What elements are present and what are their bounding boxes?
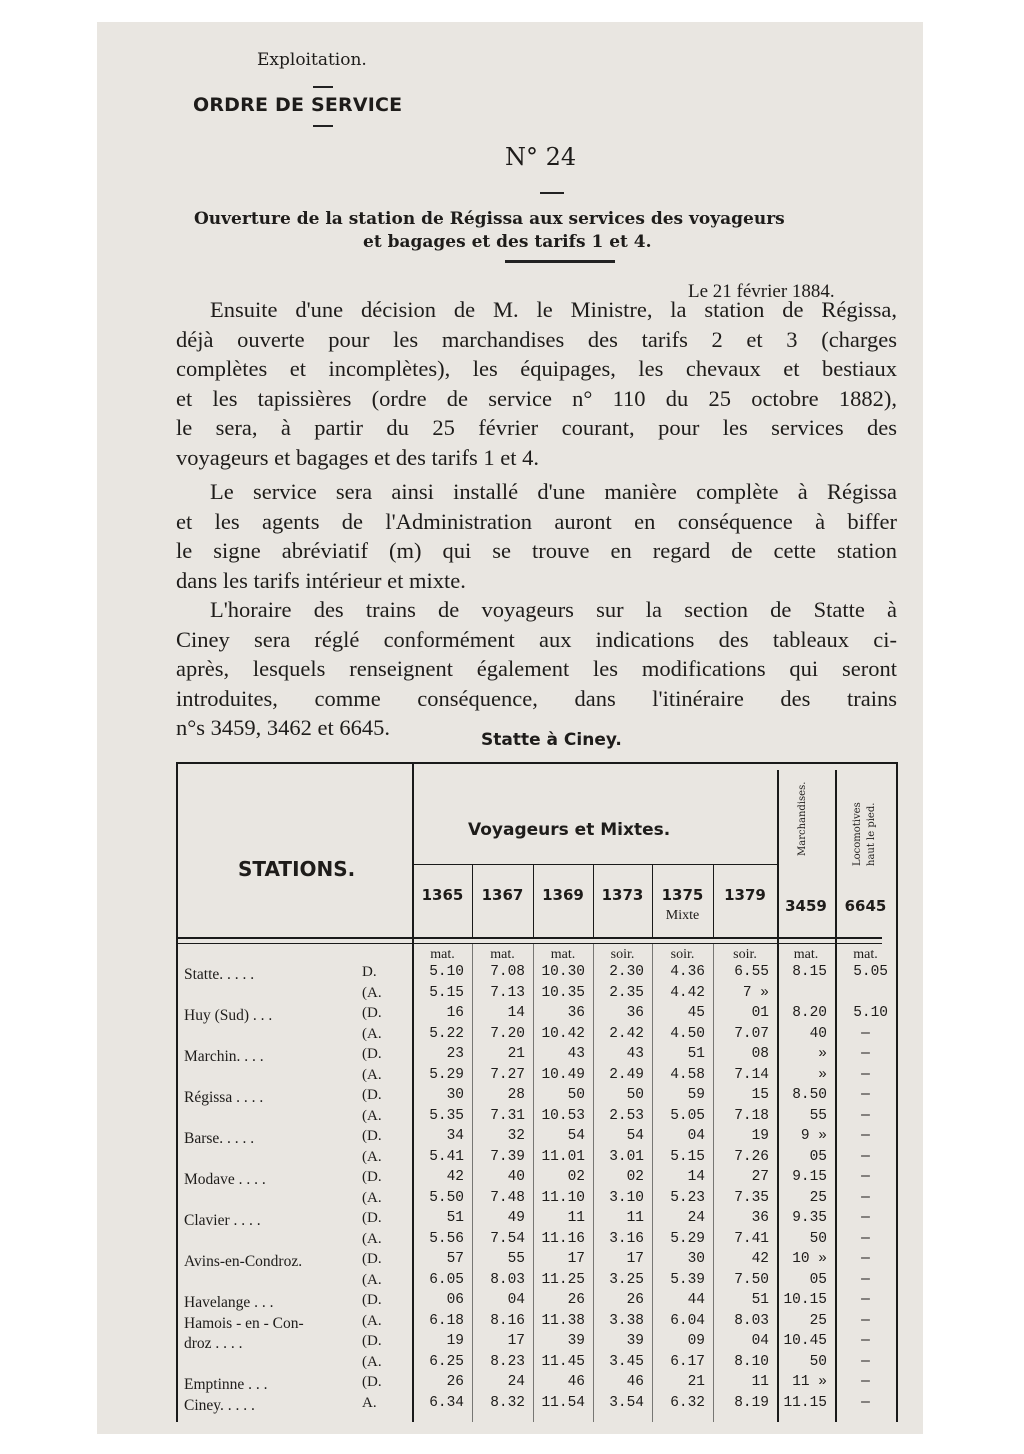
time-cell: 02 [567,1169,585,1185]
period-label: mat. [793,947,819,962]
period-label: mat. [490,947,515,962]
time-cell: 10.42 [541,1025,585,1042]
time-cell: 11.10 [541,1189,585,1206]
time-cell: 04 [507,1292,525,1308]
time-cell: — [861,1046,870,1062]
station-name: Havelange . . . [184,1294,274,1311]
time-cell: 7.35 [734,1189,769,1206]
time-cell: 5.22 [429,1025,464,1042]
time-cell: 11.25 [541,1271,585,1288]
train-number-1375: 1375 [661,886,704,904]
time-cell: 2.35 [609,984,644,1001]
time-cell: 51 [687,1046,705,1062]
time-cell: 11.38 [541,1312,585,1329]
arrival-departure-marker: (A. [362,1148,382,1165]
train-number-1373: 1373 [601,886,644,904]
time-cell: 7.18 [734,1107,769,1124]
arrival-departure-marker: (A. [362,1107,382,1124]
time-cell: 6.32 [670,1394,705,1411]
time-cell: 42 [446,1169,464,1185]
station-name: Régissa . . . . [184,1089,264,1106]
time-cell: 36 [751,1210,769,1226]
time-cell: 50 [809,1353,827,1370]
train-number-1365: 1365 [421,886,464,904]
time-cell: 23 [446,1046,464,1062]
time-cell: 6.25 [429,1353,464,1370]
time-cell: 5.29 [429,1066,464,1083]
time-cell: — [861,1148,870,1165]
time-cell: 39 [567,1333,585,1349]
time-cell: 6.18 [429,1312,464,1329]
time-cell: 05 [809,1148,827,1165]
department-label: Exploitation. [257,50,367,70]
train-number-3459: 3459 [785,897,827,915]
time-cell: — [861,1292,870,1308]
time-cell: 19 [446,1333,464,1349]
time-cell: 17 [626,1251,644,1267]
time-cell: » [818,1066,827,1083]
time-cell: 54 [626,1128,644,1144]
period-label: soir. [670,947,695,962]
time-cell: 5.10 [853,1005,888,1021]
order-type-heading: ORDRE DE SERVICE [193,94,403,116]
header-bottom-border-2 [176,943,882,944]
time-cell: 10 » [792,1251,827,1267]
time-cell: 7.48 [490,1189,525,1206]
voyageurs-header: Voyageurs et Mixtes. [468,820,671,840]
station-name: Clavier . . . . [184,1212,261,1229]
time-cell: 19 [751,1128,769,1144]
number-rule [540,192,564,194]
time-cell: 32 [507,1128,525,1144]
time-cell: 7.14 [734,1066,769,1083]
time-cell: — [861,1169,870,1185]
body-line: Le service sera ainsi installé d'une manière complète à Régissa [210,479,897,504]
time-cell: 7.26 [734,1148,769,1165]
body-line: dans les tarifs intérieur et mixte. [176,567,466,593]
time-cell: 7.13 [490,984,525,1001]
arrival-departure-marker: (D. [362,1251,382,1267]
time-cell: 28 [507,1087,525,1103]
time-cell: 7.27 [490,1066,525,1083]
stations-header: STATIONS. [238,857,356,881]
time-cell: 6.05 [429,1271,464,1288]
time-cell: 2.42 [609,1025,644,1042]
time-cell: 10.35 [541,984,585,1001]
time-cell: 51 [751,1292,769,1308]
body-line: Ensuite d'une décision de M. le Ministre, la station de Régissa, [210,297,897,322]
time-cell: 16 [446,1005,464,1021]
locomotives-header-line2: haut le pied. [866,802,877,866]
time-cell: 01 [751,1005,769,1021]
time-cell: 21 [687,1374,705,1390]
period-label: soir. [610,947,635,962]
station-name: Statte. . . . . [184,966,255,983]
time-cell: — [861,1210,870,1226]
header-rule-bottom [313,125,333,127]
time-cell: 5.35 [429,1107,464,1124]
time-cell: 5.23 [670,1189,705,1206]
time-cell: 11.45 [541,1353,585,1370]
period-label: mat. [550,947,576,962]
body-line: L'horaire des trains de voyageurs sur la section de Statte à [210,597,897,622]
time-cell: 8.03 [734,1312,769,1329]
time-cell: 44 [687,1292,705,1308]
time-cell: 6.04 [670,1312,705,1329]
time-cell: 15 [751,1087,769,1103]
arrival-departure-marker: (D. [362,1087,382,1103]
time-cell: — [861,1271,870,1288]
time-cell: 5.05 [670,1107,705,1124]
time-cell: — [861,1251,870,1267]
arrival-departure-marker: (A. [362,984,382,1001]
time-cell: 7.41 [734,1230,769,1247]
period-label: soir. [733,947,757,962]
time-cell: 10.49 [541,1066,585,1083]
station-name: Marchin. . . . [184,1048,264,1065]
time-cell: 7.50 [734,1271,769,1288]
time-cell: 9 » [800,1128,827,1144]
time-cell: 7.39 [490,1148,525,1165]
time-cell: 45 [687,1005,705,1021]
time-cell: 3.38 [609,1312,644,1329]
time-cell: 5.29 [670,1230,705,1247]
body-line: déjà ouverte pour les marchandises des tarifs 2 et 3 (charges [176,326,897,352]
arrival-departure-marker: (A. [362,1230,382,1247]
body-line: le sera, à partir du 25 février courant, pour les services des [176,415,897,440]
time-cell: 9.15 [792,1169,827,1185]
time-cell: 11.16 [541,1230,585,1247]
arrival-departure-marker: A. [362,1394,377,1411]
station-name: Barse. . . . . [184,1130,255,1147]
time-cell: 43 [626,1046,644,1062]
time-cell: 8.20 [792,1005,827,1021]
train-number-6645: 6645 [844,897,887,915]
timetable [176,762,898,1422]
time-cell: 7.54 [490,1230,525,1247]
time-cell: 40 [809,1025,827,1042]
body-line: introduites, comme conséquence, dans l'itinéraire des trains [176,685,897,711]
time-cell: 7.31 [490,1107,525,1124]
time-cell: 43 [567,1046,585,1062]
time-cell: 10.30 [541,964,585,980]
time-cell: 8.10 [734,1353,769,1370]
time-cell: 7 » [742,984,769,1001]
arrival-departure-marker: (D. [362,1128,382,1144]
arrival-departure-marker: (A. [362,1312,382,1329]
time-cell: 4.36 [670,964,705,980]
arrival-departure-marker: (D. [362,1169,382,1185]
time-cell: 08 [751,1046,769,1062]
time-cell: 3.01 [609,1148,644,1165]
time-cell: 55 [809,1107,827,1124]
time-cell: 3.45 [609,1353,644,1370]
time-cell: 25 [809,1312,827,1329]
time-cell: 14 [507,1005,525,1021]
time-cell: 8.50 [792,1087,827,1103]
time-cell: 11 [567,1210,585,1226]
time-cell: 6.55 [734,964,769,980]
time-cell: 50 [567,1087,585,1103]
table-left-border [176,762,178,1422]
period-label: mat. [430,947,455,962]
arrival-departure-marker: (A. [362,1271,382,1288]
time-cell: 10.45 [783,1333,827,1349]
time-cell: 11.15 [783,1394,827,1411]
time-cell: 5.05 [853,964,888,980]
body-line: et les tapissières (ordre de service n° 110 du 25 octobre 1882), [176,385,897,411]
time-cell: — [861,1107,870,1124]
time-cell: — [861,1128,870,1144]
header-bottom-border [176,937,882,939]
time-cell: 4.50 [670,1025,705,1042]
time-cell: 10.15 [783,1292,827,1308]
time-cell: 50 [626,1087,644,1103]
time-cell: 17 [507,1333,525,1349]
time-cell: 36 [567,1005,585,1021]
time-cell: 04 [687,1128,705,1144]
body-line: n°s 3459, 3462 et 6645. [176,715,390,740]
order-title-line1: Ouverture de la station de Régissa aux services des voyageurs [194,209,785,229]
time-cell: 05 [809,1271,827,1288]
time-cell: 5.10 [429,964,464,980]
station-name: Ciney. . . . . [184,1396,255,1414]
group-divider [413,864,777,865]
arrival-departure-marker: (D. [362,1333,382,1349]
time-cell: 59 [687,1087,705,1103]
time-cell: 40 [507,1169,525,1185]
time-cell: 3.16 [609,1230,644,1247]
time-cell: 14 [687,1169,705,1185]
time-cell: 57 [446,1251,464,1267]
time-cell: — [861,1374,870,1390]
time-cell: 5.50 [429,1189,464,1206]
time-cell: 17 [567,1251,585,1267]
time-cell: 42 [751,1251,769,1267]
time-cell: 5.15 [670,1148,705,1165]
time-cell: — [861,1230,870,1247]
station-name: Emptinne . . . [184,1376,268,1393]
time-cell: » [818,1046,827,1062]
time-cell: 26 [626,1292,644,1308]
table-caption: Statte à Ciney. [481,730,622,750]
period-label: mat. [853,947,878,962]
arrival-departure-marker: (D. [362,1046,382,1062]
document-page [97,22,923,1434]
time-cell: 8.32 [490,1394,525,1411]
time-cell: 7.07 [734,1025,769,1042]
time-cell: — [861,1394,870,1411]
time-cell: 3.54 [609,1394,644,1411]
train-number-1369: 1369 [542,886,584,904]
time-cell: 5.56 [429,1230,464,1247]
order-number: N° 24 [505,143,577,171]
station-name: droz . . . . [184,1335,243,1352]
time-cell: 04 [751,1333,769,1349]
body-line: voyageurs et bagages et des tarifs 1 et 4. [176,444,539,470]
time-cell: 3.10 [609,1189,644,1206]
time-cell: 8.03 [490,1271,525,1288]
body-line: après, lesquels renseignent également les modifications qui seront [176,656,897,681]
time-cell: 10.53 [541,1107,585,1124]
time-cell: — [861,1066,870,1083]
order-date: Le 21 février 1884. [688,281,835,302]
time-cell: 34 [446,1128,464,1144]
locomotives-header-line1: Locomotives [852,802,863,866]
station-name: Modave . . . . [184,1171,266,1188]
time-cell: 5.39 [670,1271,705,1288]
station-name: Huy (Sud) . . . [184,1007,273,1024]
arrival-departure-marker: (A. [362,1353,382,1370]
time-cell: 24 [687,1210,705,1226]
body-line: Ciney sera réglé conformément aux indications des tableaux ci- [176,626,897,652]
time-cell: 50 [809,1230,827,1247]
time-cell: 09 [687,1333,705,1349]
time-cell: 36 [626,1005,644,1021]
time-cell: 26 [446,1374,464,1390]
time-cell: — [861,1333,870,1349]
time-cell: 4.58 [670,1066,705,1083]
time-cell: 11 [626,1210,644,1226]
body-line: et les agents de l'Administration auront en conséquence à biffer [176,508,897,534]
time-cell: 46 [567,1374,585,1390]
arrival-departure-marker: (A. [362,1189,382,1206]
time-cell: 7.08 [490,964,525,980]
time-cell: 25 [809,1189,827,1206]
time-cell: 3.25 [609,1271,644,1288]
time-cell: 39 [626,1333,644,1349]
arrival-departure-marker: (A. [362,1066,382,1083]
time-cell: 7.20 [490,1025,525,1042]
time-cell: 2.30 [609,964,644,980]
time-cell: 55 [507,1251,525,1267]
arrival-departure-marker: (D. [362,1374,382,1390]
station-name: Hamois - en - Con- [184,1314,304,1332]
time-cell: 51 [446,1210,464,1226]
time-cell: 21 [507,1046,525,1062]
mixte-note: Mixte [665,908,700,923]
time-cell: 24 [507,1374,525,1390]
time-cell: 54 [567,1128,585,1144]
time-cell: 6.34 [429,1394,464,1411]
time-cell: 27 [751,1169,769,1185]
train-number-1367: 1367 [481,886,524,904]
body-line: complètes et incomplètes), les équipages, les chevaux et bestiaux [176,356,897,381]
time-cell: 11.54 [541,1394,585,1411]
time-cell: 6.17 [670,1353,705,1370]
time-cell: 2.53 [609,1107,644,1124]
body-line: le signe abréviatif (m) qui se trouve en regard de cette station [176,538,897,563]
time-cell: 11 » [792,1374,827,1390]
time-cell: 5.15 [429,984,464,1001]
time-cell: — [861,1087,870,1103]
order-title-line2: et bagages et des tarifs 1 et 4. [363,232,652,252]
time-cell: 4.42 [670,984,705,1001]
arrival-departure-marker: (D. [362,1292,382,1308]
time-cell: 26 [567,1292,585,1308]
time-cell: 9.35 [792,1210,827,1226]
time-cell: 8.16 [490,1312,525,1329]
header-rule-top [313,86,333,88]
table-right-border [896,762,898,1422]
time-cell: 8.19 [734,1394,769,1411]
time-cell: 11 [751,1374,769,1390]
station-name: Avins-en-Condroz. [184,1253,303,1270]
arrival-departure-marker: D. [362,964,377,980]
time-cell: 49 [507,1210,525,1226]
arrival-departure-marker: (A. [362,1025,382,1042]
time-cell: 8.15 [792,964,827,980]
time-cell: 5.41 [429,1148,464,1165]
arrival-departure-marker: (D. [362,1210,382,1226]
time-cell: — [861,1189,870,1206]
time-cell: 46 [626,1374,644,1390]
time-cell: — [861,1025,870,1042]
time-cell: — [861,1353,870,1370]
train-number-1379: 1379 [724,886,766,904]
time-cell: 11.01 [541,1148,585,1165]
time-cell: — [861,1312,870,1329]
time-cell: 06 [446,1292,464,1308]
time-cell: 2.49 [609,1066,644,1083]
title-rule [505,260,615,263]
time-cell: 30 [446,1087,464,1103]
table-top-border [176,762,898,764]
time-cell: 02 [626,1169,644,1185]
time-cell: 8.23 [490,1353,525,1370]
arrival-departure-marker: (D. [362,1005,382,1021]
time-cell: 30 [687,1251,705,1267]
marchandises-header: Marchandises. [797,781,808,856]
